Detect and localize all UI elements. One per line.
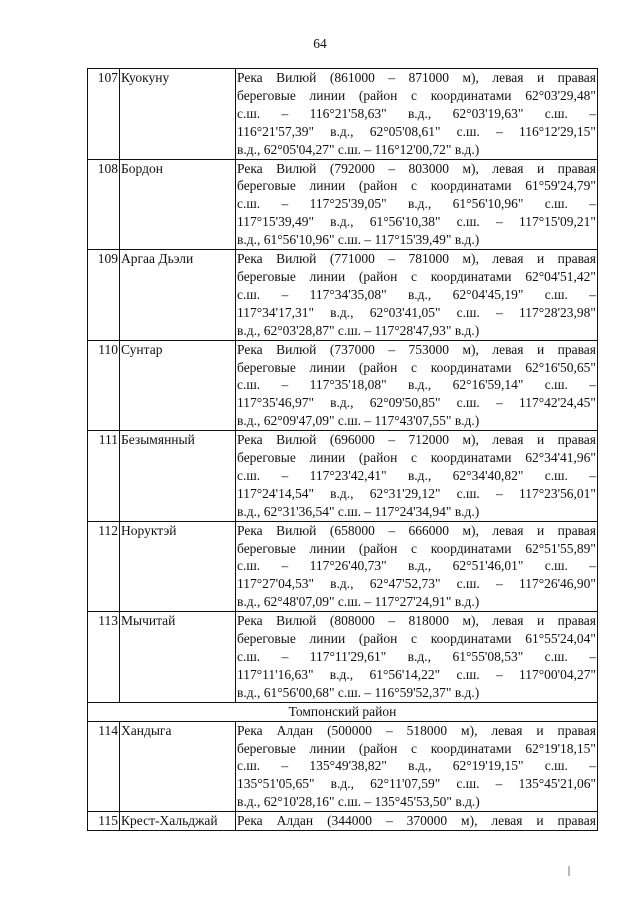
row-number: 115: [88, 812, 120, 831]
description-line: с.ш. – 117°11'29,61" в.д., 61°55'08,53" с.ш. –: [237, 649, 596, 664]
row-number: 112: [88, 521, 120, 612]
table-row: [88, 69, 598, 160]
description-line: с.ш. – 116°21'58,63" в.д., 62°03'19,63" с.ш. –: [237, 105, 596, 121]
description-line: 117°15'39,49" в.д., 61°56'10,38" с.ш. – 117°15'09,21": [237, 214, 596, 230]
district-header-row: [88, 702, 598, 721]
description-line: Река Вилюй (696000 – 712000 м), левая и правая: [237, 432, 596, 448]
description-line: береговые линии (район с координатами 62°51'55,89": [237, 540, 596, 556]
description-line: в.д., 62°10'28,16" с.ш. – 135°45'53,50" в.д.): [237, 794, 480, 810]
description-line: береговые линии (район с координатами 62°03'29,48": [237, 87, 596, 103]
description-line: с.ш. – 117°26'40,73" в.д., 62°51'46,01" с.ш. –: [237, 558, 596, 574]
description-line: в.д., 62°31'36,54" с.ш. – 117°24'34,94" в.д.): [237, 503, 480, 519]
row-number: 109: [88, 250, 120, 341]
description-line: Река Алдан (500000 – 518000 м), левая и правая: [237, 722, 596, 738]
row-number: 110: [88, 340, 120, 431]
description-line: 117°11'16,63" в.д., 61°56'14,22" с.ш. – 117°00'04,27": [237, 666, 596, 682]
site-description: [236, 612, 598, 703]
site-name: Хандыга: [120, 721, 236, 812]
description-line: береговые линии (район с координатами 61°55'24,04": [237, 631, 596, 647]
site-name: Мычитай: [120, 612, 236, 703]
scan-artifact-mark: [568, 866, 570, 876]
site-description: [236, 69, 598, 160]
description-line: в.д., 62°48'07,09" с.ш. – 117°27'24,91" в.д.): [237, 594, 480, 610]
row-number: 107: [88, 69, 120, 160]
description-line: береговые линии (район с координатами 62°04'51,42": [237, 268, 596, 284]
table-row: [88, 812, 598, 831]
description-line: береговые линии (район с координатами 61°59'24,79": [237, 178, 596, 194]
table-row: [88, 721, 598, 812]
district-header: Томпонский район: [88, 702, 598, 721]
table-row: [88, 340, 598, 431]
description-line: Река Алдан (344000 – 370000 м), левая и правая: [237, 813, 596, 829]
row-number: 114: [88, 721, 120, 812]
description-line: 117°35'46,97" в.д., 62°09'50,85" с.ш. – 117°42'24,45": [237, 395, 596, 411]
description-line: береговые линии (район с координатами 62°19'18,15": [237, 740, 596, 756]
registry-table-body: [88, 69, 598, 831]
table-row: [88, 612, 598, 703]
site-description: [236, 721, 598, 812]
site-description: [236, 159, 598, 250]
description-line: в.д., 61°56'10,96" с.ш. – 117°15'39,49" в.д.): [237, 232, 480, 248]
site-name: Куокуну: [120, 69, 236, 160]
site-name: Крест-Хальджай: [120, 812, 236, 831]
table-row: [88, 431, 598, 522]
registry-table: [87, 68, 598, 831]
row-number: 108: [88, 159, 120, 250]
site-name: Аргаа Дьэли: [120, 250, 236, 341]
table-row: [88, 521, 598, 612]
site-description: [236, 812, 598, 831]
row-number: 113: [88, 612, 120, 703]
description-line: 117°27'04,53" в.д., 62°47'52,73" с.ш. – 117°26'46,90": [237, 576, 596, 592]
description-line: 135°51'05,65" в.д., 62°11'07,59" с.ш. – 135°45'21,06": [237, 776, 596, 792]
site-name: Норуктэй: [120, 521, 236, 612]
description-line: с.ш. – 117°35'18,08" в.д., 62°16'59,14" с.ш. –: [237, 377, 596, 393]
site-name: Сунтар: [120, 340, 236, 431]
description-line: 116°21'57,39" в.д., 62°05'08,61" с.ш. – 116°12'29,15": [237, 123, 596, 139]
description-line: Река Вилюй (737000 – 753000 м), левая и правая: [237, 341, 596, 357]
description-line: Река Вилюй (808000 – 818000 м), левая и правая: [237, 613, 596, 629]
site-description: [236, 521, 598, 612]
description-line: 117°34'17,31" в.д., 62°03'41,05" с.ш. – 117°28'23,98": [237, 304, 596, 320]
site-name: Бордон: [120, 159, 236, 250]
description-line: с.ш. – 117°25'39,05" в.д., 61°56'10,96" с.ш. –: [237, 196, 596, 212]
site-description: [236, 431, 598, 522]
description-line: с.ш. – 117°34'35,08" в.д., 62°04'45,19" с.ш. –: [237, 286, 596, 302]
description-line: Река Вилюй (861000 – 871000 м), левая и правая: [237, 70, 596, 85]
description-line: береговые линии (район с координатами 62°34'41,96": [237, 450, 596, 466]
description-line: Река Вилюй (771000 – 781000 м), левая и правая: [237, 251, 596, 267]
site-name: Безымянный: [120, 431, 236, 522]
description-line: с.ш. – 117°23'42,41" в.д., 62°34'40,82" с.ш. –: [237, 467, 596, 483]
site-description: [236, 340, 598, 431]
description-line: 117°24'14,54" в.д., 62°31'29,12" с.ш. – 117°23'56,01": [237, 485, 596, 501]
description-line: в.д., 62°09'47,09" с.ш. – 117°43'07,55" в.д.): [237, 413, 480, 429]
description-line: в.д., 62°05'04,27" с.ш. – 116°12'00,72" в.д.): [237, 141, 480, 157]
description-line: в.д., 62°03'28,87" с.ш. – 117°28'47,93" в.д.): [237, 322, 480, 338]
site-description: [236, 250, 598, 341]
description-line: в.д., 61°56'00,68" с.ш. – 116°59'52,37" в.д.): [237, 684, 480, 700]
table-row: [88, 250, 598, 341]
row-number: 111: [88, 431, 120, 522]
description-line: береговые линии (район с координатами 62°16'50,65": [237, 359, 596, 375]
table-row: [88, 159, 598, 250]
description-line: с.ш. – 135°49'38,82" в.д., 62°19'19,15" с.ш. –: [237, 758, 596, 774]
description-line: Река Вилюй (792000 – 803000 м), левая и правая: [237, 160, 596, 176]
page-number: 64: [313, 36, 327, 51]
description-line: Река Вилюй (658000 – 666000 м), левая и правая: [237, 522, 596, 538]
